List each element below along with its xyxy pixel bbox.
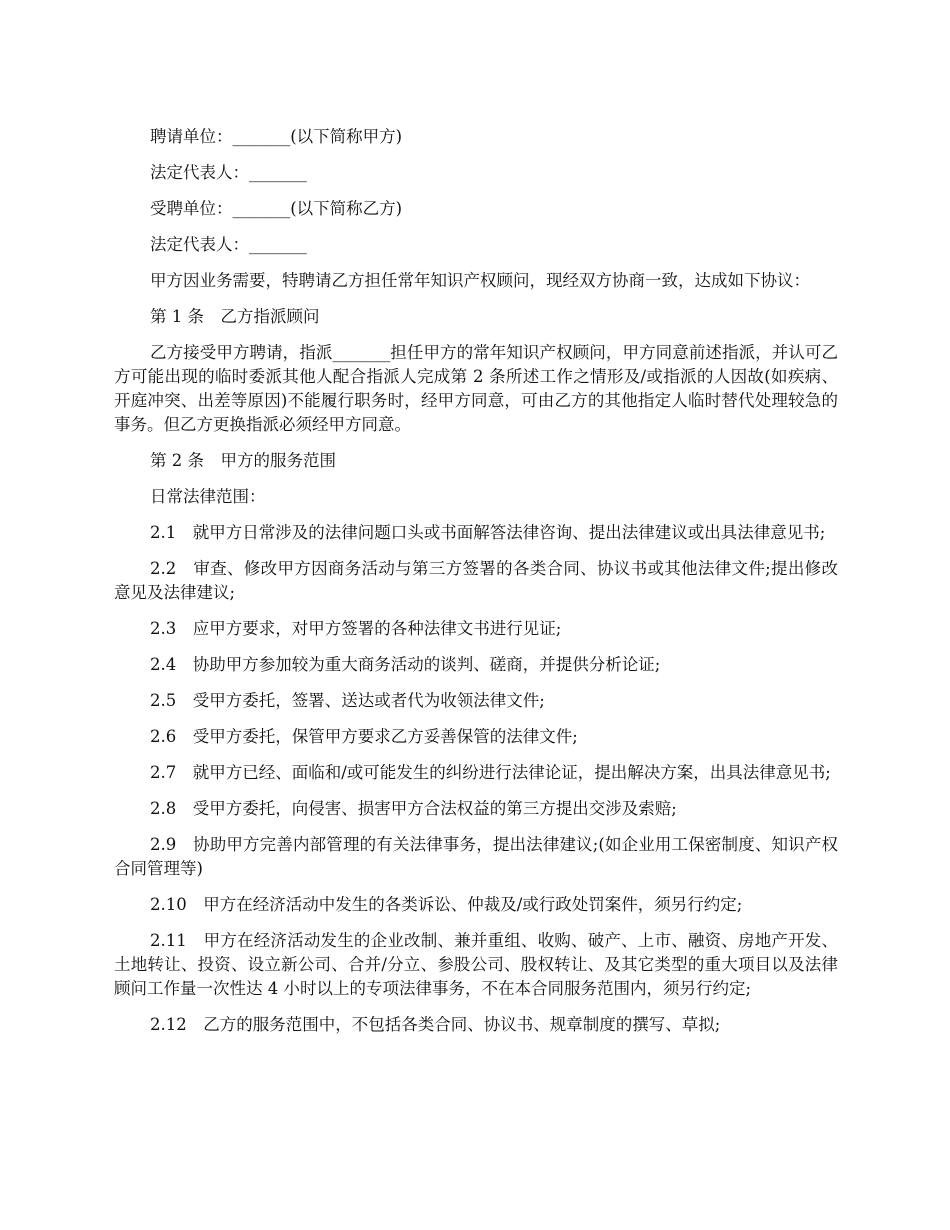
clause-2-6: 2.6 受甲方委托，保管甲方要求乙方妥善保管的法律文件; [150,727,578,746]
clause-2-3: 2.3 应甲方要求，对甲方签署的各种法律文书进行见证; [150,619,562,638]
article-1-body: 乙方接受甲方聘请，指派_______担任甲方的常年知识产权顾问，甲方同意前述指派，并认可乙方可能出现的临时委派其他人配合指派人完成第 2 条所述工作之情形及/或指派的人因故(如疾病、开庭冲突、出差等原因)不能履行职务时，经甲方同意，可由乙方的其他指定人临时替代处理较急的事务。但乙方更换指派必须经甲方同意。 [114,343,838,434]
clause-2-1: 2.1 就甲方日常涉及的法律问题口头或书面解答法律咨询、提出法律建议或出具法律意见书; [150,523,826,542]
clause-2-8: 2.8 受甲方委托，向侵害、损害甲方合法权益的第三方提出交涉及索赔; [150,799,677,818]
clause-2-11: 2.11 甲方在经济活动发生的企业改制、兼并重组、收购、破产、上市、融资、房地产开发、土地转让、投资、设立新公司、合并/分立、参股公司、股权转让、及其它类型的重大项目以及法律顾问工作量一次性达 4 小时以上的专项法律事务，不在本合同服务范围内，须另行约定; [114,931,838,998]
document-body [114,125,838,1049]
clause-2-9: 2.9 协助甲方完善内部管理的有关法律事务，提出法律建议;(如企业用工保密制度、知识产权合同管理等) [114,835,838,878]
clause-2-4: 2.4 协助甲方参加较为重大商务活动的谈判、磋商，并提供分析论证; [150,655,661,674]
article-2-heading: 第 2 条 甲方的服务范围 [150,451,336,470]
agreement-intro: 甲方因业务需要，特聘请乙方担任常年知识产权顾问，现经双方协商一致，达成如下协议： [150,271,810,290]
clause-2-7: 2.7 就甲方已经、面临和/或可能发生的纠纷进行法律论证，提出解决方案，出具法律意见书; [150,763,831,782]
clause-2-2: 2.2 审查、修改甲方因商务活动与第三方签署的各类合同、协议书或其他法律文件;提出修改意见及法律建议; [114,559,838,602]
employee-representative-line: 法定代表人：_______ [150,235,307,254]
employer-representative-line: 法定代表人：_______ [150,163,307,182]
clause-2-10: 2.10 甲方在经济活动中发生的各类诉讼、仲裁及/或行政处罚案件，须另行约定; [150,895,743,914]
article-1-heading: 第 1 条 乙方指派顾问 [150,307,320,326]
clause-2-5: 2.5 受甲方委托，签署、送达或者代为收领法律文件; [150,691,545,710]
clause-2-12: 2.12 乙方的服务范围中，不包括各类合同、协议书、规章制度的撰写、草拟; [150,1015,721,1034]
daily-legal-scope-heading: 日常法律范围： [150,487,266,506]
employer-line: 聘请单位：_______(以下简称甲方) [150,127,403,146]
employee-line: 受聘单位：_______(以下简称乙方) [150,199,403,218]
